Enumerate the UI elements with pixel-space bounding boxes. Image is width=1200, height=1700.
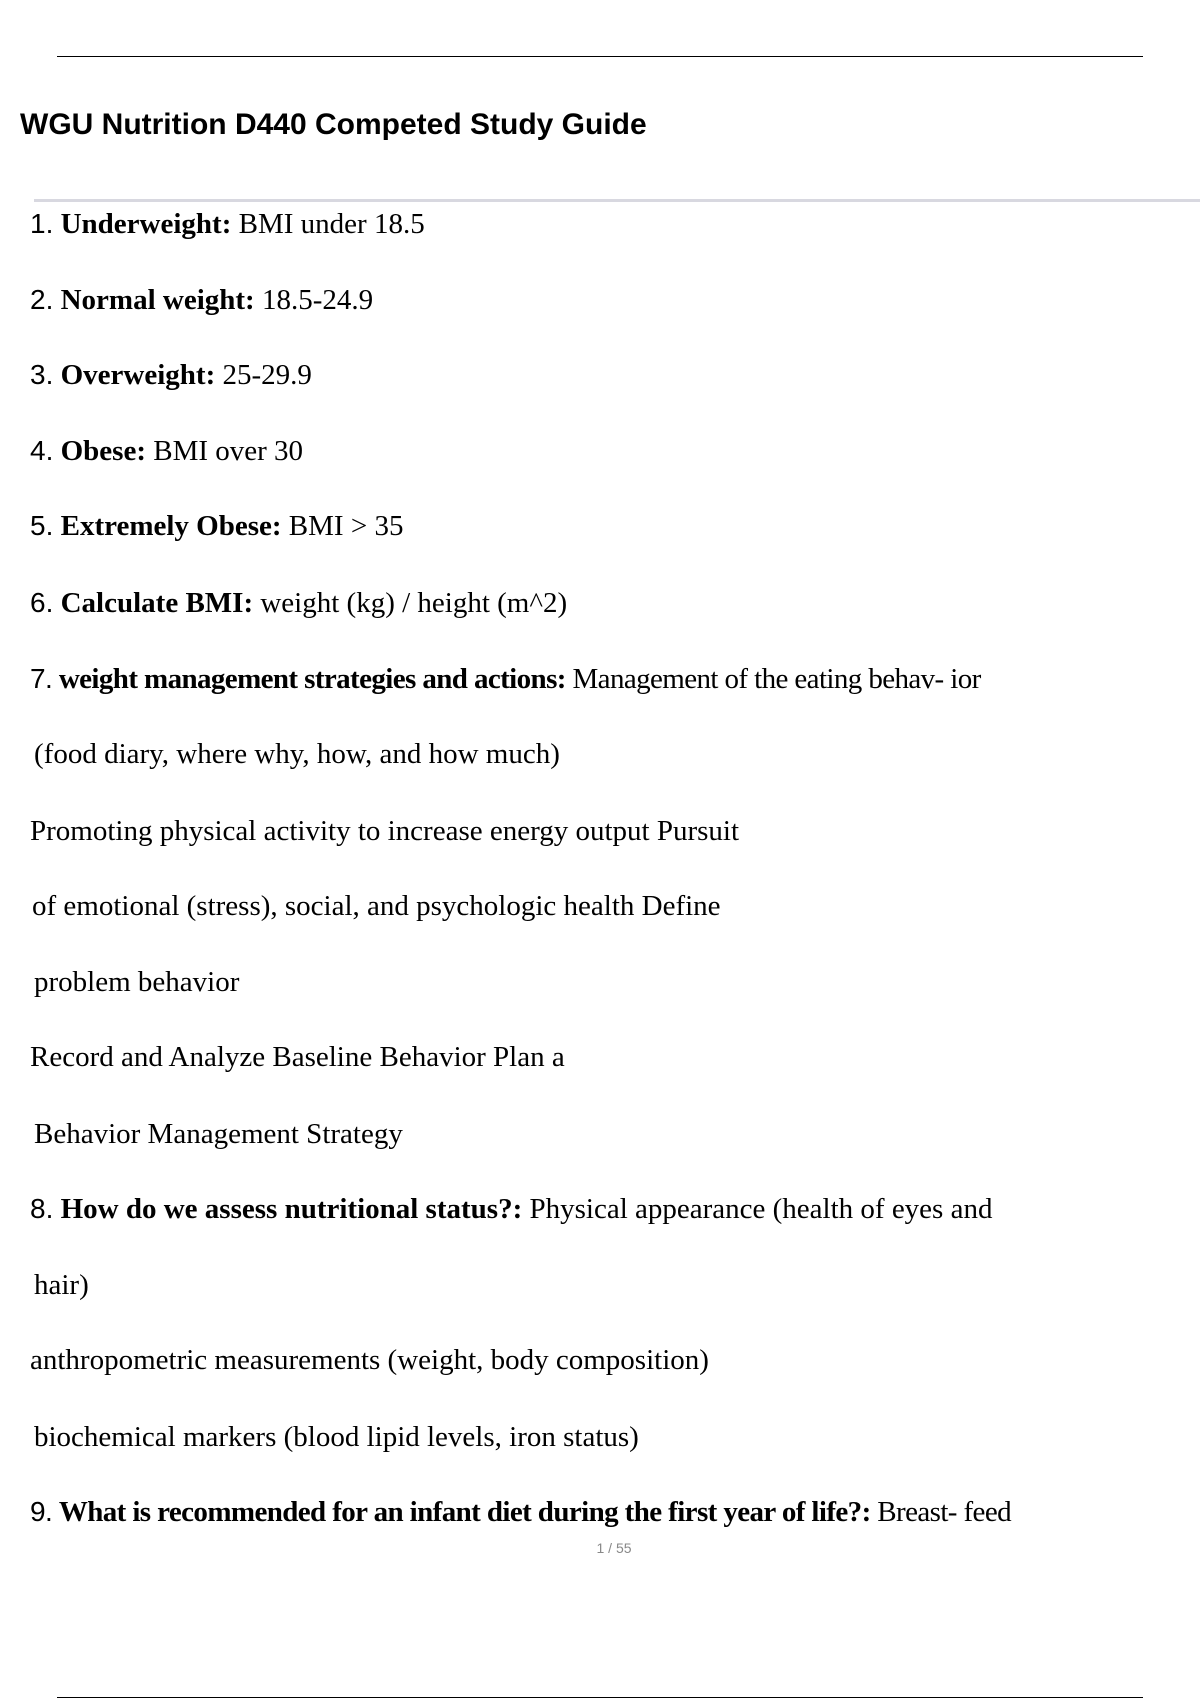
list-item	[30, 206, 425, 242]
item-number: 2.	[30, 284, 54, 315]
item-term: What is recommended for an infant diet during the first year of life?:	[58, 1496, 871, 1528]
item-text: BMI under 18.5	[238, 208, 425, 240]
list-item	[30, 1494, 1011, 1530]
item-text: Physical appearance (health of eyes and	[529, 1193, 993, 1225]
list-item	[30, 357, 312, 393]
item-number: 4.	[30, 435, 54, 466]
bottom-rule	[57, 1697, 1143, 1698]
list-item	[30, 1191, 992, 1227]
list-item	[30, 508, 403, 544]
continuation-line: Record and Analyze Baseline Behavior Plan a	[30, 1041, 565, 1073]
title-divider	[34, 199, 1200, 202]
item-term: weight management strategies and actions:	[58, 663, 566, 695]
continuation-line: biochemical markers (blood lipid levels, iron status)	[34, 1421, 639, 1453]
item-number: 1.	[30, 208, 54, 239]
continuation-line: anthropometric measurements (weight, body composition)	[30, 1344, 709, 1376]
item-term: Overweight:	[60, 359, 216, 391]
top-rule	[57, 56, 1143, 57]
page-indicator: 1 / 55	[596, 1540, 632, 1556]
continuation-line: Behavior Management Strategy	[34, 1118, 403, 1150]
item-number: 8.	[30, 1193, 54, 1224]
document-title: WGU Nutrition D440 Competed Study Guide	[20, 108, 647, 141]
item-text: weight (kg) / height (m^2)	[260, 587, 568, 619]
item-number: 9.	[30, 1496, 53, 1527]
list-item	[30, 661, 981, 697]
item-term: Obese:	[60, 435, 146, 467]
list-item	[30, 282, 373, 318]
list-item	[30, 585, 567, 621]
item-text: BMI > 35	[288, 510, 404, 542]
list-item	[30, 433, 303, 469]
item-number: 6.	[30, 587, 54, 618]
item-number: 5.	[30, 510, 54, 541]
item-text: BMI over 30	[153, 435, 304, 467]
item-text: 25-29.9	[222, 359, 312, 391]
item-text: Management of the eating behav- ior	[572, 663, 981, 695]
item-term: How do we assess nutritional status?:	[60, 1193, 523, 1225]
item-term: Normal weight:	[60, 284, 255, 316]
continuation-line: of emotional (stress), social, and psychologic health Define	[32, 890, 721, 922]
item-term: Extremely Obese:	[60, 510, 282, 542]
item-number: 7.	[30, 663, 53, 694]
item-text: 18.5-24.9	[261, 284, 374, 316]
item-text: Breast- feed	[877, 1496, 1011, 1528]
continuation-line: problem behavior	[34, 966, 240, 998]
item-term: Calculate BMI:	[60, 587, 254, 619]
continuation-line: (food diary, where why, how, and how much)	[34, 738, 560, 770]
item-number: 3.	[30, 359, 54, 390]
continuation-line: Promoting physical activity to increase energy output Pursuit	[30, 815, 740, 847]
continuation-line: hair)	[34, 1269, 89, 1301]
item-term: Underweight:	[60, 208, 232, 240]
